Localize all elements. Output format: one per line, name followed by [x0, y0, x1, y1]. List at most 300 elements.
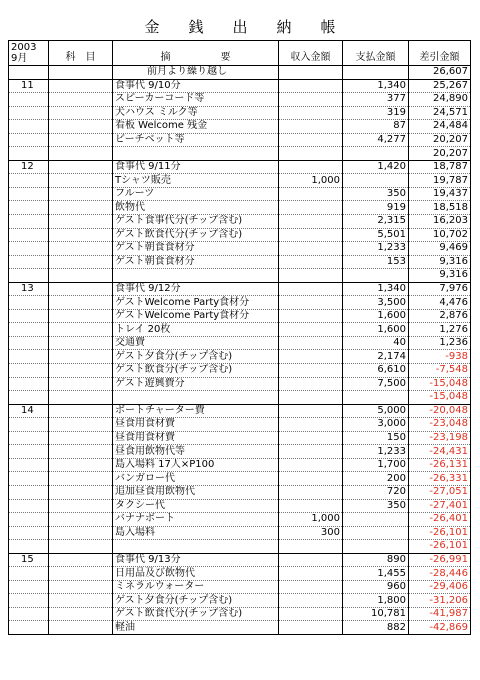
- table-row: [9, 526, 471, 540]
- row-expense: [343, 526, 409, 540]
- row-income: 1,000: [279, 513, 343, 527]
- row-balance: 9,316: [409, 269, 471, 283]
- row-category: [49, 580, 113, 594]
- cash-ledger-table: [8, 40, 471, 635]
- row-category: [49, 174, 113, 188]
- row-day: [9, 540, 49, 554]
- row-income: [279, 242, 343, 256]
- row-summary: 犬ハウス ミルク等: [113, 106, 279, 120]
- row-summary: タクシー代: [113, 499, 279, 513]
- row-balance: -26,991: [409, 553, 471, 567]
- row-day: [9, 445, 49, 459]
- row-expense: 7,500: [343, 377, 409, 391]
- row-category: [49, 431, 113, 445]
- row-balance: -23,198: [409, 431, 471, 445]
- row-summary: ゲストWelcome Party食材分: [113, 309, 279, 323]
- row-expense: 5,000: [343, 404, 409, 418]
- row-income: [279, 458, 343, 472]
- row-income: [279, 187, 343, 201]
- table-row: [9, 364, 471, 378]
- row-summary: ゲスト夕食分(チップ含む): [113, 350, 279, 364]
- row-balance: 18,787: [409, 160, 471, 174]
- row-expense: 919: [343, 201, 409, 215]
- row-expense: 2,315: [343, 215, 409, 229]
- row-expense: 890: [343, 553, 409, 567]
- table-row: [9, 133, 471, 147]
- header-summary: 摘 要: [113, 41, 279, 66]
- table-row: [9, 255, 471, 269]
- row-income: [279, 323, 343, 337]
- row-expense: 87: [343, 120, 409, 134]
- title-char: 出: [232, 18, 248, 36]
- row-balance: 16,203: [409, 215, 471, 229]
- row-summary: ゲスト飲食代分(チップ含む): [113, 607, 279, 621]
- title-char: 銭: [188, 18, 204, 36]
- row-balance: 20,207: [409, 133, 471, 147]
- row-balance: 7,976: [409, 282, 471, 296]
- row-expense: 150: [343, 431, 409, 445]
- row-summary: 軽油: [113, 621, 279, 635]
- row-income: [279, 540, 343, 554]
- row-balance: -26,331: [409, 472, 471, 486]
- row-expense: 2,174: [343, 350, 409, 364]
- row-balance: 19,437: [409, 187, 471, 201]
- row-income: [279, 431, 343, 445]
- table-row: [9, 621, 471, 635]
- table-row: [9, 336, 471, 350]
- row-category: [49, 485, 113, 499]
- row-category: [49, 79, 113, 93]
- row-balance: 19,787: [409, 174, 471, 188]
- table-row: [9, 445, 471, 459]
- row-expense: [343, 269, 409, 283]
- row-category: [49, 215, 113, 229]
- table-row: [9, 120, 471, 134]
- row-balance: 20,207: [409, 147, 471, 161]
- row-summary: 食事代 9/10分: [113, 79, 279, 93]
- row-day: [9, 133, 49, 147]
- row-category: [49, 323, 113, 337]
- row-day: [9, 174, 49, 188]
- row-balance: -29,406: [409, 580, 471, 594]
- row-category: [49, 445, 113, 459]
- row-expense: 1,420: [343, 160, 409, 174]
- table-row: [9, 377, 471, 391]
- row-income: [279, 445, 343, 459]
- table-row: [9, 187, 471, 201]
- table-row: [9, 418, 471, 432]
- row-balance: 24,484: [409, 120, 471, 134]
- row-day: [9, 66, 49, 80]
- row-category: [49, 391, 113, 405]
- row-balance: -41,987: [409, 607, 471, 621]
- row-income: [279, 215, 343, 229]
- row-summary: ミネラルウォーター: [113, 580, 279, 594]
- row-summary: 食事代 9/13分: [113, 553, 279, 567]
- row-balance: -26,101: [409, 526, 471, 540]
- row-day: 12: [9, 160, 49, 174]
- row-summary: [113, 269, 279, 283]
- row-summary: [113, 391, 279, 405]
- row-category: [49, 336, 113, 350]
- row-expense: 1,700: [343, 458, 409, 472]
- row-income: [279, 499, 343, 513]
- row-day: [9, 567, 49, 581]
- row-summary: Tシャツ販売: [113, 174, 279, 188]
- row-day: [9, 499, 49, 513]
- table-row: [9, 458, 471, 472]
- row-category: [49, 93, 113, 107]
- row-category: [49, 513, 113, 527]
- row-summary: 前月より繰り越し: [113, 66, 279, 80]
- row-expense: [343, 66, 409, 80]
- row-summary: ゲストWelcome Party食材分: [113, 296, 279, 310]
- title-char: 納: [276, 18, 292, 36]
- row-summary: ゲスト夕食分(チップ含む): [113, 594, 279, 608]
- row-category: [49, 377, 113, 391]
- row-day: [9, 255, 49, 269]
- table-row: [9, 404, 471, 418]
- row-income: [279, 391, 343, 405]
- row-income: 300: [279, 526, 343, 540]
- row-summary: [113, 540, 279, 554]
- row-expense: 882: [343, 621, 409, 635]
- row-balance: 24,571: [409, 106, 471, 120]
- table-row: [9, 513, 471, 527]
- row-balance: -42,869: [409, 621, 471, 635]
- row-summary: バナナボート: [113, 513, 279, 527]
- row-summary: ゲスト食事代分(チップ含む): [113, 215, 279, 229]
- row-balance: 25,267: [409, 79, 471, 93]
- row-summary: 日用品及び飲物代: [113, 567, 279, 581]
- table-row: [9, 580, 471, 594]
- row-category: [49, 567, 113, 581]
- row-category: [49, 621, 113, 635]
- row-summary: 昼食用食材費: [113, 418, 279, 432]
- row-expense: 960: [343, 580, 409, 594]
- row-day: [9, 147, 49, 161]
- table-row: [9, 309, 471, 323]
- row-day: 11: [9, 79, 49, 93]
- row-balance: -15,048: [409, 377, 471, 391]
- row-expense: 350: [343, 499, 409, 513]
- row-day: [9, 391, 49, 405]
- row-expense: 1,600: [343, 309, 409, 323]
- row-summary: スピーカーコード等: [113, 93, 279, 107]
- header-month: 9月: [11, 53, 28, 64]
- table-row: [9, 553, 471, 567]
- row-expense: 319: [343, 106, 409, 120]
- row-day: [9, 513, 49, 527]
- row-expense: 5,501: [343, 228, 409, 242]
- row-category: [49, 201, 113, 215]
- row-expense: 720: [343, 485, 409, 499]
- row-expense: 200: [343, 472, 409, 486]
- row-income: [279, 580, 343, 594]
- row-income: [279, 336, 343, 350]
- row-day: 15: [9, 553, 49, 567]
- row-expense: 3,500: [343, 296, 409, 310]
- table-row: [9, 607, 471, 621]
- row-income: [279, 553, 343, 567]
- row-balance: -26,401: [409, 513, 471, 527]
- row-balance: -23,048: [409, 418, 471, 432]
- row-summary: 食事代 9/11分: [113, 160, 279, 174]
- row-summary: 追加昼食用飲物代: [113, 485, 279, 499]
- row-summary: ゲスト飲食分(チップ含む): [113, 364, 279, 378]
- row-summary: ゲスト朝食食材分: [113, 242, 279, 256]
- row-income: [279, 594, 343, 608]
- row-category: [49, 526, 113, 540]
- row-day: [9, 364, 49, 378]
- row-expense: 1,455: [343, 567, 409, 581]
- row-income: [279, 607, 343, 621]
- table-row: [9, 93, 471, 107]
- row-summary: バンガロー代: [113, 472, 279, 486]
- row-balance: -26,131: [409, 458, 471, 472]
- row-category: [49, 418, 113, 432]
- row-income: [279, 93, 343, 107]
- row-summary: 昼食用飲物代等: [113, 445, 279, 459]
- row-income: [279, 228, 343, 242]
- row-category: [49, 269, 113, 283]
- row-income: [279, 472, 343, 486]
- row-income: [279, 567, 343, 581]
- row-day: [9, 580, 49, 594]
- row-income: [279, 160, 343, 174]
- row-summary: [113, 147, 279, 161]
- row-balance: -938: [409, 350, 471, 364]
- row-balance: 4,476: [409, 296, 471, 310]
- row-day: [9, 594, 49, 608]
- row-day: [9, 242, 49, 256]
- row-day: [9, 215, 49, 229]
- row-expense: 153: [343, 255, 409, 269]
- row-day: [9, 431, 49, 445]
- row-income: [279, 296, 343, 310]
- row-balance: -20,048: [409, 404, 471, 418]
- row-balance: -26,101: [409, 540, 471, 554]
- row-category: [49, 147, 113, 161]
- row-day: [9, 472, 49, 486]
- row-category: [49, 458, 113, 472]
- table-row: [9, 567, 471, 581]
- row-category: [49, 499, 113, 513]
- row-income: [279, 404, 343, 418]
- row-summary: ビーチベット等: [113, 133, 279, 147]
- row-category: [49, 120, 113, 134]
- row-balance: 10,702: [409, 228, 471, 242]
- row-expense: 1,340: [343, 282, 409, 296]
- table-row: [9, 350, 471, 364]
- row-summary: ゲスト飲食代分(チップ含む): [113, 228, 279, 242]
- table-row: [9, 472, 471, 486]
- row-summary: 昼食用食材費: [113, 431, 279, 445]
- ledger-title: [0, 16, 480, 37]
- row-summary: トレイ 20枚: [113, 323, 279, 337]
- row-category: [49, 472, 113, 486]
- row-balance: 24,890: [409, 93, 471, 107]
- row-day: [9, 350, 49, 364]
- row-day: [9, 336, 49, 350]
- row-balance: 26,607: [409, 66, 471, 80]
- row-income: [279, 66, 343, 80]
- row-category: [49, 607, 113, 621]
- row-category: [49, 187, 113, 201]
- row-balance: 2,876: [409, 309, 471, 323]
- header-year: 2003: [11, 42, 37, 53]
- row-category: [49, 66, 113, 80]
- row-expense: [343, 174, 409, 188]
- row-summary: ゲスト朝食食材分: [113, 255, 279, 269]
- row-day: [9, 106, 49, 120]
- row-day: [9, 323, 49, 337]
- row-income: [279, 418, 343, 432]
- table-row: [9, 499, 471, 513]
- table-row: [9, 215, 471, 229]
- row-day: [9, 377, 49, 391]
- row-category: [49, 540, 113, 554]
- row-expense: 10,781: [343, 607, 409, 621]
- row-income: 1,000: [279, 174, 343, 188]
- row-expense: 1,600: [343, 323, 409, 337]
- row-income: [279, 282, 343, 296]
- header-balance: 差引金額: [409, 41, 471, 66]
- row-category: [49, 106, 113, 120]
- row-expense: 40: [343, 336, 409, 350]
- row-expense: 1,233: [343, 242, 409, 256]
- row-expense: 4,277: [343, 133, 409, 147]
- row-income: [279, 147, 343, 161]
- row-summary: ボートチャーター費: [113, 404, 279, 418]
- row-income: [279, 309, 343, 323]
- row-summary: 看板 Welcome 残金: [113, 120, 279, 134]
- header-date: [9, 41, 49, 66]
- row-category: [49, 309, 113, 323]
- row-expense: 1,233: [343, 445, 409, 459]
- table-row: [9, 540, 471, 554]
- table-row: [9, 269, 471, 283]
- row-income: [279, 201, 343, 215]
- row-category: [49, 296, 113, 310]
- header-expense: 支払金額: [343, 41, 409, 66]
- row-summary: 交通費: [113, 336, 279, 350]
- row-category: [49, 350, 113, 364]
- row-summary: 飲物代: [113, 201, 279, 215]
- row-day: [9, 309, 49, 323]
- table-row: [9, 174, 471, 188]
- row-day: [9, 228, 49, 242]
- row-day: [9, 120, 49, 134]
- row-balance: -31,206: [409, 594, 471, 608]
- row-income: [279, 255, 343, 269]
- row-balance: -28,446: [409, 567, 471, 581]
- row-expense: 1,340: [343, 79, 409, 93]
- row-balance: -27,401: [409, 499, 471, 513]
- row-day: [9, 296, 49, 310]
- row-category: [49, 242, 113, 256]
- table-row: [9, 242, 471, 256]
- table-row: [9, 323, 471, 337]
- row-day: [9, 201, 49, 215]
- table-row: [9, 594, 471, 608]
- row-summary: ゲスト遊興費分: [113, 377, 279, 391]
- row-day: [9, 526, 49, 540]
- row-expense: [343, 147, 409, 161]
- row-balance: -15,048: [409, 391, 471, 405]
- row-income: [279, 364, 343, 378]
- header-category: 科 目: [49, 41, 113, 66]
- row-day: 13: [9, 282, 49, 296]
- row-expense: [343, 513, 409, 527]
- row-day: [9, 458, 49, 472]
- row-income: [279, 79, 343, 93]
- row-income: [279, 133, 343, 147]
- row-summary: フルーツ: [113, 187, 279, 201]
- table-row: [9, 147, 471, 161]
- row-expense: [343, 540, 409, 554]
- row-income: [279, 106, 343, 120]
- table-row: [9, 228, 471, 242]
- row-day: [9, 187, 49, 201]
- row-category: [49, 404, 113, 418]
- row-category: [49, 160, 113, 174]
- table-row: [9, 201, 471, 215]
- row-category: [49, 594, 113, 608]
- row-balance: 1,236: [409, 336, 471, 350]
- row-balance: -7,548: [409, 364, 471, 378]
- row-category: [49, 282, 113, 296]
- row-balance: -27,051: [409, 485, 471, 499]
- row-balance: 9,469: [409, 242, 471, 256]
- row-income: [279, 377, 343, 391]
- table-row: [9, 106, 471, 120]
- table-row: [9, 66, 471, 80]
- row-income: [279, 621, 343, 635]
- row-expense: 3,000: [343, 418, 409, 432]
- row-summary: 島入場料: [113, 526, 279, 540]
- row-day: 14: [9, 404, 49, 418]
- table-row: [9, 391, 471, 405]
- table-row: [9, 160, 471, 174]
- row-expense: 377: [343, 93, 409, 107]
- header-row: [9, 41, 471, 66]
- row-income: [279, 485, 343, 499]
- row-expense: 6,610: [343, 364, 409, 378]
- row-category: [49, 255, 113, 269]
- table-row: [9, 79, 471, 93]
- row-day: [9, 269, 49, 283]
- row-balance: -24,431: [409, 445, 471, 459]
- title-char: 金: [144, 18, 160, 36]
- table-row: [9, 282, 471, 296]
- table-row: [9, 485, 471, 499]
- row-balance: 18,518: [409, 201, 471, 215]
- row-day: [9, 485, 49, 499]
- row-category: [49, 133, 113, 147]
- row-day: [9, 93, 49, 107]
- row-income: [279, 269, 343, 283]
- table-row: [9, 431, 471, 445]
- row-day: [9, 607, 49, 621]
- row-income: [279, 120, 343, 134]
- row-income: [279, 350, 343, 364]
- row-summary: 食事代 9/12分: [113, 282, 279, 296]
- row-day: [9, 621, 49, 635]
- row-expense: 1,800: [343, 594, 409, 608]
- row-expense: [343, 391, 409, 405]
- row-balance: 1,276: [409, 323, 471, 337]
